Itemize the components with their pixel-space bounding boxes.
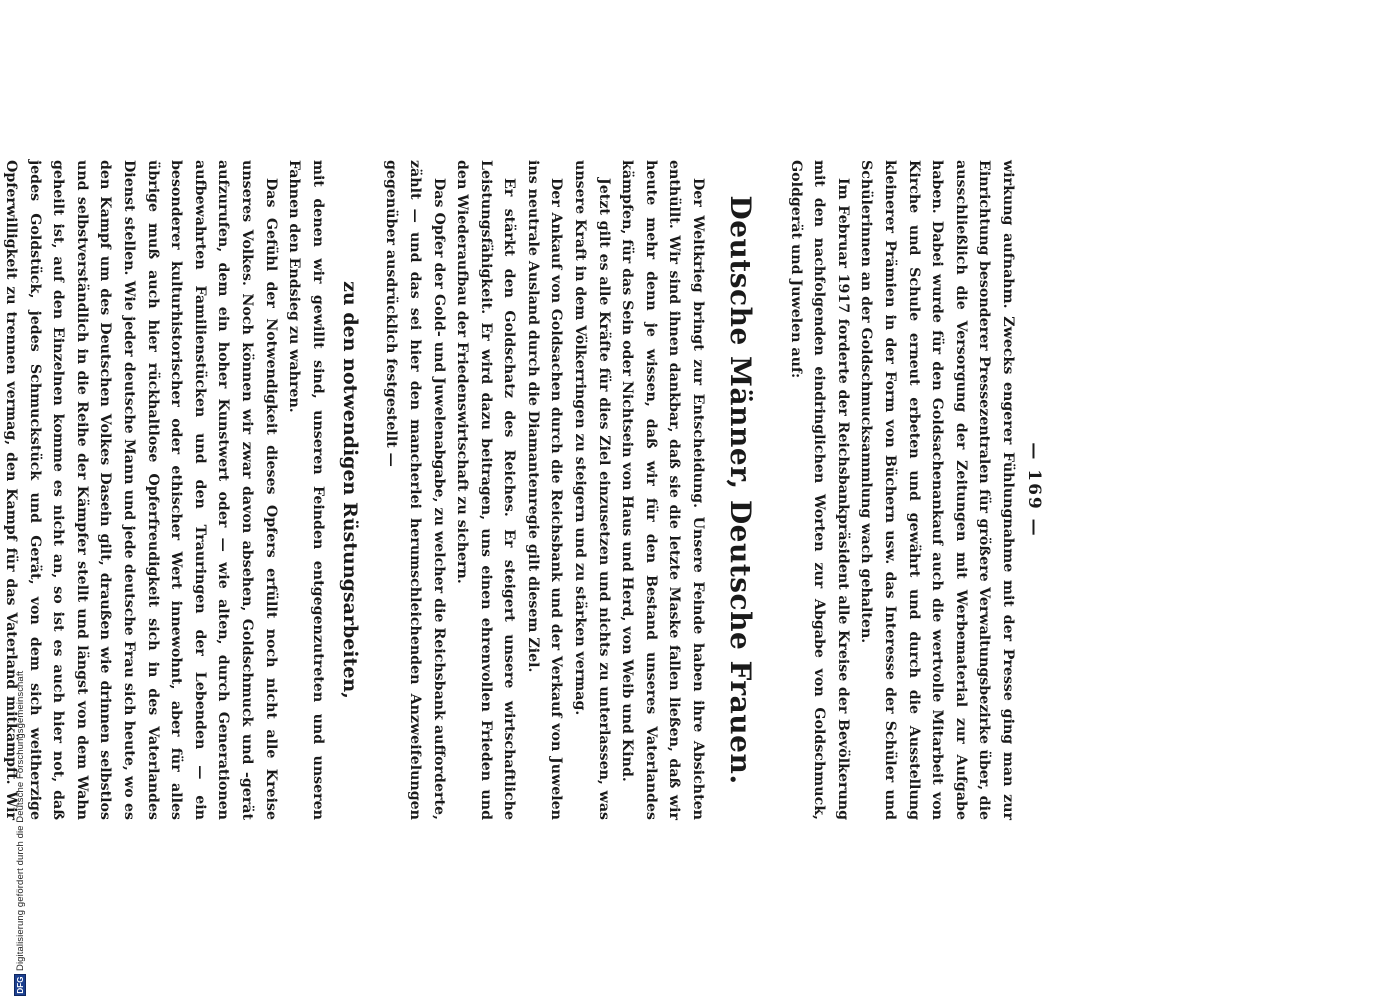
paragraph: Das Opfer der Gold- und Juwelenabgabe, zu welcher die Reichsbank aufforderte, zählt — und das sei hier den mancherlei herumschleichenden Anzweifelungen gegenüber ausdrücklich festgestellt — (383, 160, 447, 820)
dfg-logo-icon: DFG (14, 974, 26, 996)
sub-heading: zu den notwendigen Rüstungsarbeiten, (338, 281, 361, 699)
paragraph: Das Gefühl der Notwendigkeit dieses Opfers erfüllt noch nicht alle Kreise unseres Volkes. Noch können wir zwar davon absehen, Goldschmuck und -gerät aufzurufen, dem ein hoher Kunstwert oder — wie alten, durch Generationen aufbewahrten Familienstücken und den Trauringen der Lebenden — ein besonderer kulturhistorischer oder ethischer Wert innewohnt, aber für alles übrige muß auch hier rückhaltlose Opferfreudigkeit sich in des Vaterlandes Dienst stellen. Wie jeder deutsche Mann und jede deutsche Frau sich heute, wo es den Kampf um des Deutschen Volkes Dasein gilt, draußen wie drinnen selbstlos und selbstverständlich in die Reihe der Kämpfer stellt und längst von dem Wahn geheilt ist, auf den Einzelnen komme es nicht an, so ist es auch hier not, daß jedes Goldstück, jedes Schmuckstück und Gerät, von dem sich weitherzige Opferwilligkeit zu trennen vermag, den Kampf für das Vaterland mitkämpft. Wir (3, 160, 279, 820)
footer-credit-text: Digitalisierung gefördert durch die Deutsche Forschungsgemeinschaft (14, 670, 26, 971)
paragraph: Der Ankauf von Goldsachen durch die Reichsbank und der Verkauf von Juwelen ins neutrale Ausland durch die Diamantenregie gilt diesem Ziel. (524, 160, 565, 820)
page-number: — 169 — (1024, 442, 1044, 538)
paragraph: Der Weltkrieg bringt zur Entscheidung. Unsere Feinde haben ihre Absichten enthüllt. Wir sind ihnen dankbar, daß sie die letzte Maske fallen ließen, daß wir heute mehr denn je wissen, daß wir für den Bestand unseres Vaterlandes kämpfen, für das Sein oder Nichtsein von Haus und Herd, von Weib und Kind. (619, 160, 707, 820)
section-heading: Deutsche Männer, Deutsche Frauen. (724, 195, 758, 785)
paragraph: wirkung aufnahm. Zwecks engerer Fühlungnahme mit der Presse ging man zur Einrichtung besonderer Pressezentralen für größere Verwaltungsbezirke über, die ausschließlich die Versorgung der Zeitungen mit Werbematerial zur Aufgabe haben. Dabei wurde für den Goldsachenankauf auch die wertvolle Mitarbeit von Kirche und Schule erneut erbeten und gewährt und durch die Ausstellung kleinerer Prämien in der Form von Büchern usw. das Interesse der Schüler und Schülerinnen an der Goldschmucksammlung wach gehalten. (858, 160, 1016, 820)
text-column (0, 160, 1047, 820)
paragraph: Er stärkt den Goldschatz des Reiches. Er steigert unsere wirtschaftliche Leistungsfähigkeit. Er wird dazu beitragen, uns einen ehrenvollen Frieden und den Wiederaufbau der Friedenswirtschaft zu sichern. (454, 160, 518, 820)
paragraph: Im Februar 1917 forderte der Reichsbankpräsident alle Kreise der Bevölkerung mit den nachfolgenden eindringlichen Worten zur Abgabe von Goldschmuck, Goldgerät und Juwelen auf: (787, 160, 851, 820)
paragraph: mit denen wir gewillt sind, unseren Feinden entgegenzutreten und unseren Fahnen den Endsieg zu wahren. (286, 160, 326, 820)
paragraph: Jetzt gilt es alle Kräfte für dies Ziel einzusetzen und nichts zu unterlassen, was unsere Kraft in dem Völkerringen zu steigern und zu stärken vermag. (572, 160, 612, 820)
